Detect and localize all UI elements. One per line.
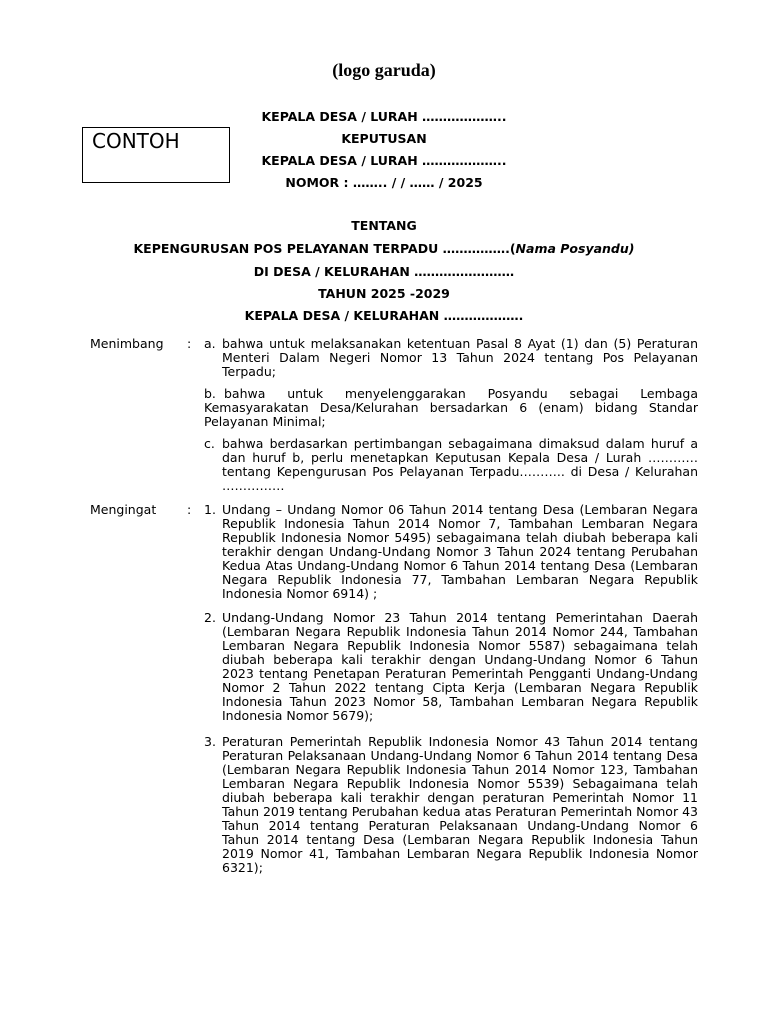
menimbang-item-b: bahwa untuk menyelenggarakan Posyandu sebagai Lembaga Kemasyarakatan Desa/Kelurahan bersadarkan 6 (enam) bidang Standar Pelayanan Minimal;	[204, 386, 698, 429]
header-line-tentang: TENTANG	[351, 218, 417, 233]
menimbang-marker-a: a.	[204, 336, 216, 351]
logo-placeholder: (logo garuda)	[332, 60, 436, 80]
header-line-kepengurusan	[0, 241, 768, 257]
kepengurusan-text: KEPENGURUSAN POS PELAYANAN TERPADU …………….(	[133, 241, 516, 256]
mengingat-item-2: Undang-Undang Nomor 23 Tahun 2014 tentang Pemerintahan Daerah (Lembaran Negara Republik Indonesia Tahun 2014 Nomor 244, Tambahan Lembaran Negara Republik Indonesia Nomor 5587) sebagaimana telah diubah beberapa kali terakhir dengan Undang-Undang Nomor 6 Tahun 2023 tentang Penetapan Peraturan Pemerintah Pengganti Undang-Undang Nomor 2 Tahun 2022 tentang Cipta Kerja (Lembaran Negara Republik Indonesia Tahun 2023 Nomor 58, Tambahan Lembaran Negara Republik Indonesia Nomor 5679);	[222, 610, 698, 723]
nama-posyandu-text: Nama Posyandu)	[515, 241, 635, 256]
contoh-stamp-label: CONTOH	[92, 129, 180, 153]
mengingat-item-1: Undang – Undang Nomor 06 Tahun 2014 tentang Desa (Lembaran Negara Republik Indonesia Tahun 2014 Nomor 7, Tambahan Lembaran Negara Republik Indonesia Nomor 5495) sebagaimana telah diubah beberapa kali terakhir dengan Undang-Undang Nomor 3 Tahun 2024 tentang Perubahan Kedua Atas Undang-Undang Nomor 6 Tahun 2014 tentang Desa (Lembaran Negara Republik Indonesia 77, Tambahan Lembaran Negara Republik Indonesia Nomor 6914) ;	[222, 502, 698, 601]
header-line-nomor: NOMOR : …….. / / …… / 2025	[285, 175, 483, 190]
header-line-kepala-desa-kelurahan: KEPALA DESA / KELURAHAN ……………….	[244, 308, 524, 323]
mengingat-marker-1: 1.	[204, 502, 216, 517]
header-line-desa-kelurahan: DI DESA / KELURAHAN ……………………	[253, 264, 515, 279]
menimbang-marker-b: b.	[204, 386, 216, 401]
mengingat-item-3: Peraturan Pemerintah Republik Indonesia Nomor 43 Tahun 2014 tentang Peraturan Pelaksanaan Undang-Undang Nomor 6 Tahun 2014 tentang Desa (Lembaran Negara Republik Indonesia Tahun 2014 Nomor 123, Tambahan Lembaran Negara Republik Indonesia Nomor 5539) Sebagaimana telah diubah beberapa kali terakhir dengan peraturan Pemerintah Nomor 11 Tahun 2019 tentang Perubahan kedua atas Peraturan Pemerintah Nomor 43 Tahun 2014 tentang Peraturan Pelaksanaan Undang-Undang Nomor 6 Tahun 2014 tentang Desa (Lembaran Negara Republik Indonesia Tahun 2019 Nomor 41, Tambahan Lembaran Negara Republik Indonesia Nomor 6321);	[222, 734, 698, 875]
menimbang-item-a: bahwa untuk melaksanakan ketentuan Pasal 8 Ayat (1) dan (5) Peraturan Menteri Dalam Negeri Nomor 13 Tahun 2024 tentang Pos Pelayanan Terpadu;	[222, 336, 698, 379]
header-line-keputusan: KEPUTUSAN	[341, 131, 427, 146]
mengingat-label: Mengingat	[90, 502, 157, 517]
menimbang-item-c: bahwa berdasarkan pertimbangan sebagaimana dimaksud dalam huruf a dan huruf b, perlu menetapkan Keputusan Kepala Desa / Lurah ………… tentang Kepengurusan Pos Pelayanan Terpadu……….. di Desa / Kelurahan ……………	[222, 436, 698, 493]
mengingat-marker-3: 3.	[204, 734, 216, 749]
menimbang-label: Menimbang	[90, 336, 164, 351]
menimbang-colon: :	[187, 336, 192, 351]
header-line-kepala-desa: KEPALA DESA / LURAH ………………..	[261, 109, 507, 124]
header-line-kepala-desa-2: KEPALA DESA / LURAH ………………..	[261, 153, 507, 168]
mengingat-marker-2: 2.	[204, 610, 216, 625]
header-line-tahun: TAHUN 2025 -2029	[318, 286, 450, 301]
mengingat-colon: :	[187, 502, 192, 517]
menimbang-marker-c: c.	[204, 436, 215, 451]
